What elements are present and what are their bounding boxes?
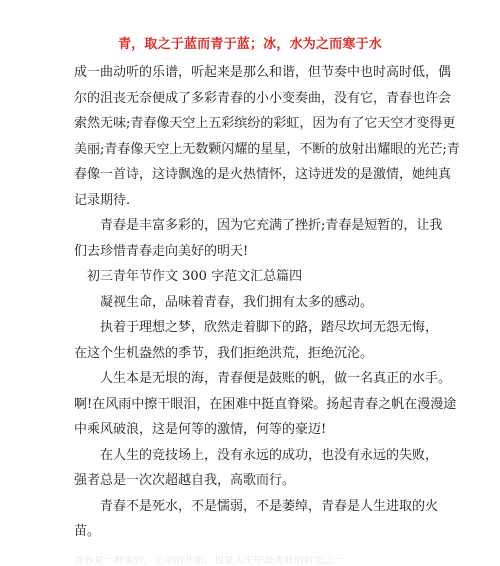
text-line: 春像一首诗，这诗飘逸的是火热情怀，这诗迸发的是激情，她纯真 bbox=[74, 167, 452, 182]
paragraph-first-line: 青春不是死水，不是懦弱，不是萎绰，青春是人生进取的火 bbox=[100, 498, 439, 514]
paragraph-first-line: 在人生的竞技场上，没有永远的成功，也没有永远的失败， bbox=[100, 447, 439, 463]
text-line: 美丽;青春像天空上无数颗闪耀的星星，不断的放射出耀眼的光芒;青 bbox=[74, 141, 460, 157]
paragraph-first-line: 执着于理想之梦，欣然走着脚下的路，踏尽坎坷无怨无悔， bbox=[100, 320, 439, 335]
paragraph-first-line: 凝视生命，品味着青春，我们拥有太多的感动。 bbox=[100, 294, 374, 310]
text-line: 中乘风破浪，这是何等的激情，何等的豪迈! bbox=[74, 422, 327, 437]
paragraph-first-line: 青春是丰富多彩的，因为它充满了挫折;青春是短暂的，让我 bbox=[100, 218, 443, 233]
text-line: 啊!在风雨中擦干眼泪，在困难中挺直脊梁。扬起青春之帆在漫漫途 bbox=[74, 396, 457, 412]
paragraph-first-line: 人生本是无垠的海，青春便是鼓账的帆，做一名真正的水手。 bbox=[100, 371, 452, 386]
text-line: 尔的沮丧无奈便成了多彩青春的小小变奏曲，没有它，青春也许会 bbox=[74, 90, 452, 106]
text-line: 索然无味;青春像天空上五彩缤纷的彩虹，因为有了它天空才变得更 bbox=[74, 116, 456, 131]
text-line: 苗。 bbox=[74, 524, 101, 539]
text-line: 们去珍惜青春走向美好的明天! bbox=[74, 243, 249, 259]
text-line: 记录期待. bbox=[74, 192, 131, 208]
text-line: 强者总是一次次超越自我，高歌而行。 bbox=[74, 473, 296, 488]
text-line: 在这个生机盎然的季节，我们拒绝洪荒，拒绝沉沦。 bbox=[74, 345, 374, 361]
section-heading: 初三青年节作文 300 字范文汇总篇四 bbox=[87, 269, 303, 284]
faded-footer-text: 青春是一种美好，生命的开始，也是人生中最美好的时光之一 bbox=[74, 556, 344, 566]
page-header-title: 青，取之于蓝而青于蓝；冰，水为之而寒于水 bbox=[117, 37, 382, 52]
article-body bbox=[74, 60, 460, 545]
text-line: 成一曲动听的乐谱，听起来是那么和谐，但节奏中也时高时低，偶 bbox=[74, 65, 452, 80]
